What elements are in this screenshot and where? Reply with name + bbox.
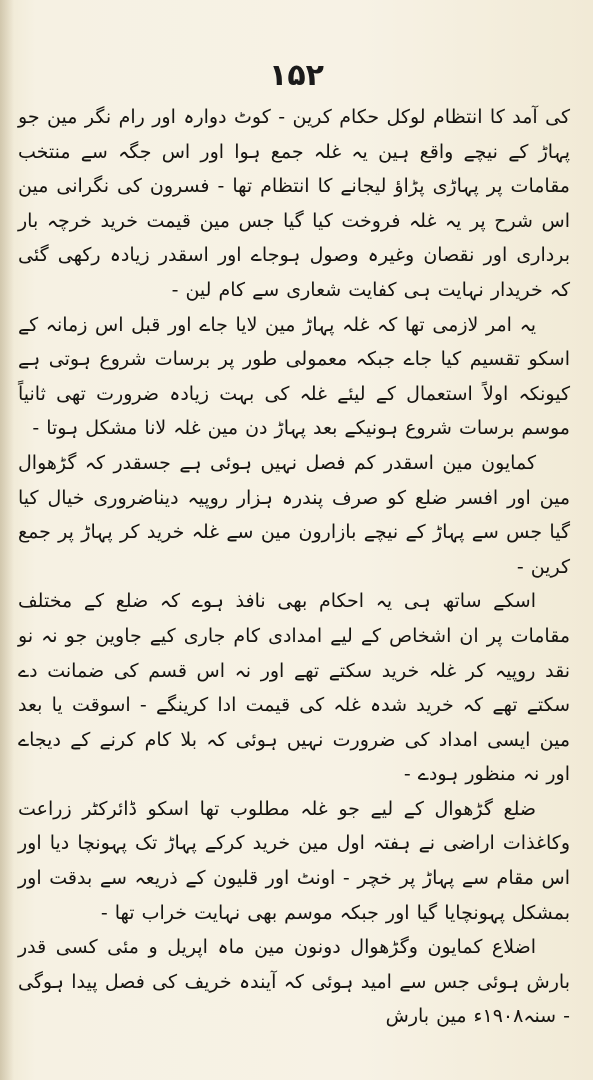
page-number: ۱۵۲	[269, 58, 324, 93]
paragraph-4: اسکے ساتھ ہی یہ احکام بھی نافذ ہوے کہ ضلع کے مختلف مقامات پر ان اشخاص کے لیے امدادی کام جاری کیے جاوین جو نہ نو نقد روپیہ کر غلہ خرید سکتے تھے اور نہ اس قسم کی ضمانت دے سکتے تھے کہ خرید شدہ غلہ کی قیمت ادا کرینگے - اسوقت یا بعد مین ایسی امداد کی ضرورت نہیں ہوئی کہ بلا کام کرنے کے دیجاے اور نہ منظور ہودے -	[18, 590, 570, 786]
binding-shadow	[0, 0, 14, 1080]
paragraph-5: ضلع گڑھوال کے لیے جو غلہ مطلوب تھا اسکو ڈائرکٹر زراعت وکاغذات اراضی نے ہفتہ اول مین خرید کرکے پہاڑ تک پہونچا دیا اور اس مقام سے پہاڑ پر خچر - اونٹ اور قلیون کے ذریعہ سے بدقت اور بمشکل پہونچایا گیا اور جبکہ موسم بھی نہایت خراب تھا -	[18, 797, 570, 924]
paragraph-6: اضلاع کمایون وگڑھوال دونون مین ماہ اپریل و مئی کسی قدر بارش ہوئی جس سے امید ہوئی کہ آیندہ خریف کی فصل پیدا ہوگی - سنہ۱۹۰۸ء مین بارش	[18, 936, 570, 1028]
paragraph-2: یہ امر لازمی تھا کہ غلہ پہاڑ مین لایا جاے اور قبل اس زمانہ کے اسکو تقسیم کیا جاے جبکہ معمولی طور پر برسات شروع ہوتی ہے کیونکہ اولاً استعمال کے لیئے غلہ کی بہت زیادہ ضرورت تھی ثانیاً موسم برسات شروع ہونیکے بعد پہاڑ دن مین غلہ لانا مشکل ہوتا -	[18, 313, 570, 440]
paragraph-1: کی آمد کا انتظام لوکل حکام کرین - کوٹ دوارہ اور رام نگر مین جو پہاڑ کے نیچے واقع ہین یہ غلہ جمع ہوا اور اس جگہ سے منتخب مقامات پر پہاڑی پڑاؤ لیجانے کا انتظام تھا - فسرون کی نگرانی مین اس شرح پر یہ غلہ فروخت کیا گیا جس مین قیمت خرید خرچہ بار برداری اور نقصان وغیرہ وصول ہوجاے اور اسقدر زیادہ رکھی گئی کہ خریدار نہایت ہی کفایت شعاری سے کام لین -	[18, 106, 570, 301]
paragraph-3: کمایون مین اسقدر کم فصل نہیں ہوئی ہے جسقدر کہ گڑھوال مین اور افسر ضلع کو صرف پندرہ ہزار روپیہ دیناضروری خیال کیا گیا جس سے پہاڑ کے نیچے بازارون مین سے غلہ خرید کر پہاڑ پر جمع کرین -	[18, 451, 570, 578]
body-text	[18, 100, 570, 1034]
